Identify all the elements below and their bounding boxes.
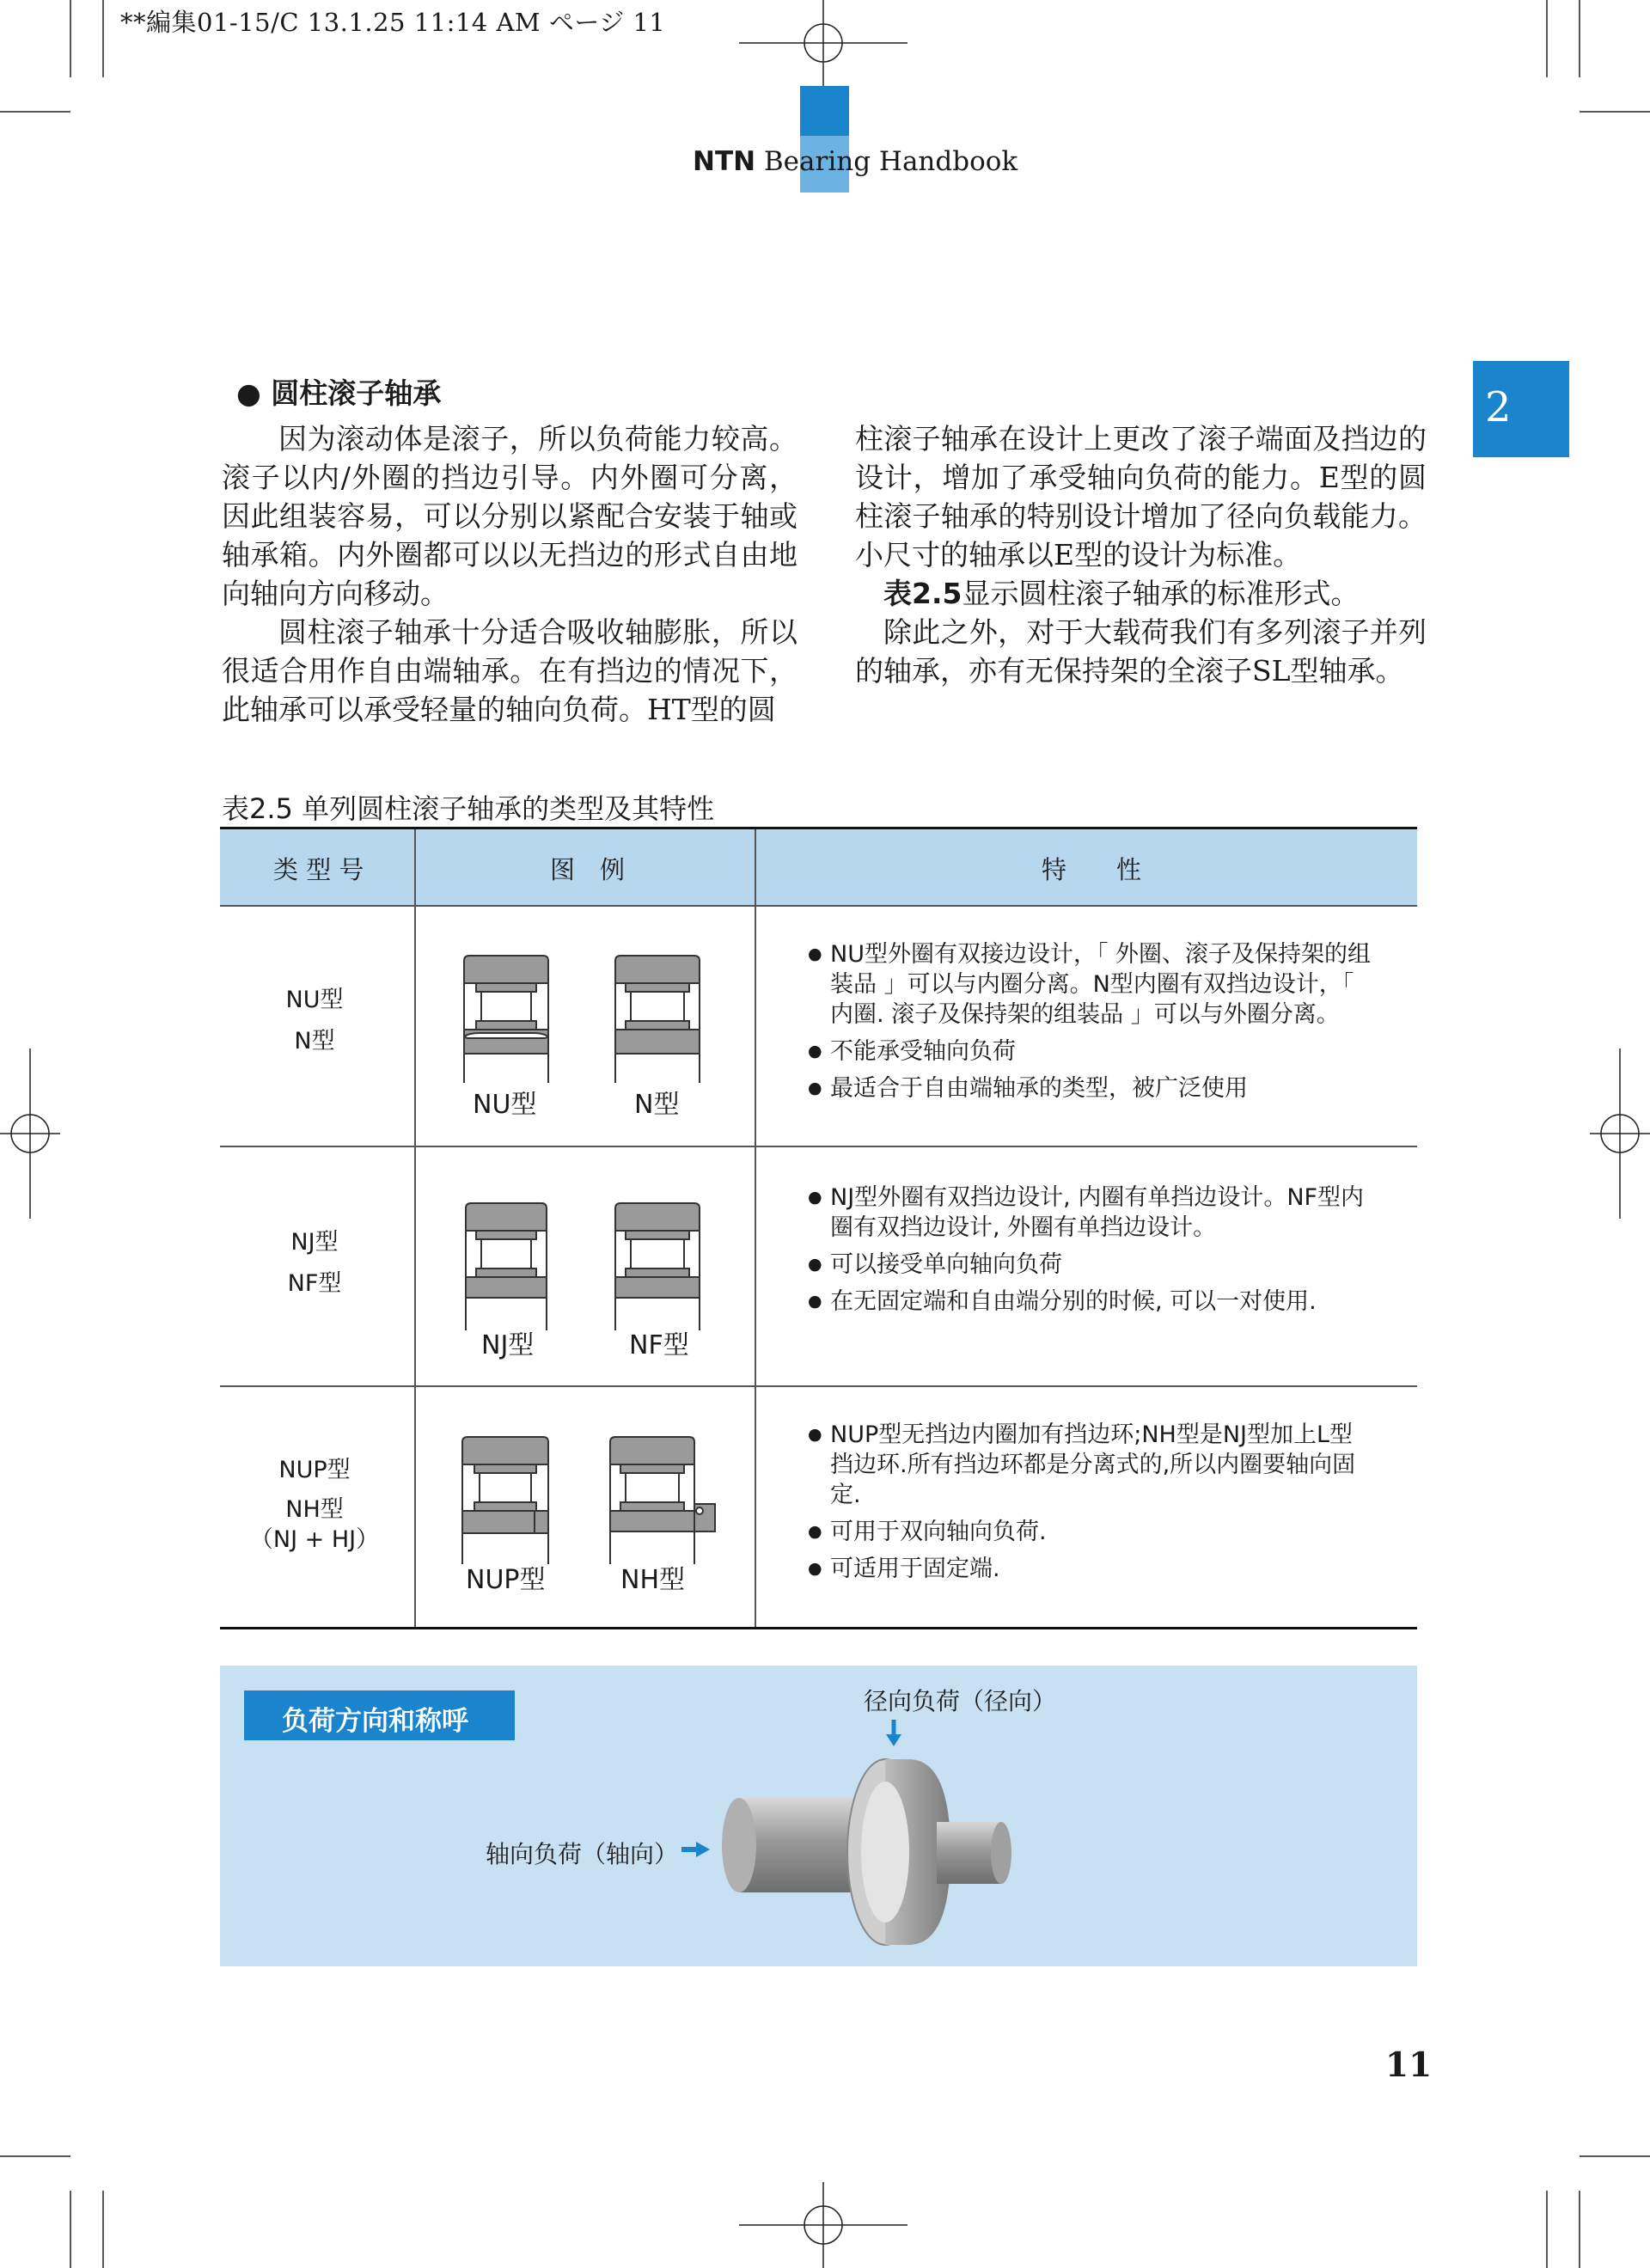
panel-title-text: 负荷方向和称呼: [282, 1706, 468, 1737]
paragraph: 圆柱滚子轴承十分适合吸收轴膨胀，所以很适合用作自由端轴承。在有挡边的情况下，此轴承可以承受轻量的轴向负荷。HT型的圆: [222, 615, 798, 726]
paragraph-text: 显示圆柱滚子轴承的标准形式。: [962, 577, 1360, 610]
page-number: 11: [1385, 2045, 1433, 2085]
list-item: ● NJ型外圈有双挡边设计, 内圈有单挡边设计。NF型内圈有双挡边设计, 外圈有单挡边设计。: [808, 1183, 1375, 1243]
figure-label: N型: [634, 1090, 680, 1120]
type-cell: [222, 980, 407, 1062]
print-slug: **編集01-15/C 13.1.25 11:14 AM ページ 11: [120, 8, 666, 37]
paragraph: 除此之外，对于大载荷我们有多列滚子并列的轴承，亦有无保持架的全滚子SL型轴承。: [855, 615, 1427, 688]
chapter-number: 2: [1485, 383, 1512, 431]
running-header: [693, 146, 1018, 177]
section-heading: ● 圆柱滚子轴承: [236, 376, 442, 410]
chapter-tab: [1473, 361, 1569, 457]
header-brand: NTN: [693, 146, 756, 177]
row-divider: [220, 1385, 1417, 1387]
figure-label: NH型: [620, 1565, 685, 1595]
body-column-left: [222, 419, 798, 729]
table-header-row: [220, 829, 1417, 905]
column-divider: [755, 829, 756, 1629]
type-name: NUP型: [278, 1457, 351, 1483]
list-item: ● 不能承受轴向负荷: [808, 1036, 1375, 1067]
figure-label: NU型: [473, 1090, 537, 1120]
row-divider: [220, 1146, 1417, 1147]
body-column-right: [855, 419, 1427, 690]
list-item: ● 可用于双向轴向负荷.: [808, 1517, 1375, 1547]
paragraph: 柱滚子轴承在设计上更改了滚子端面及挡边的设计，增加了承受轴向负荷的能力。E型的圆柱滚子轴承的特别设计增加了径向负载能力。小尺寸的轴承以E型的设计为标准。: [855, 422, 1427, 572]
list-item: ● NUP型无挡边内圈加有挡边环;NH型是NJ型加上L型挡边环.所有挡边环都是分离式的,所以内圈要轴向固定.: [808, 1420, 1375, 1510]
type-name: NF型: [287, 1270, 342, 1297]
header-figure: 图 例: [550, 855, 626, 884]
characteristics-list: [808, 939, 1375, 1110]
type-cell: [222, 1451, 407, 1553]
type-name: NU型: [285, 987, 344, 1013]
type-name: （NJ + HJ）: [249, 1526, 380, 1553]
header-characteristics: 特 性: [1042, 855, 1142, 884]
list-item: ● 最适合于自由端轴承的类型，被广泛使用: [808, 1073, 1375, 1103]
figure-label: NJ型: [481, 1330, 535, 1360]
table-bottom-rule: [220, 1627, 1417, 1629]
header-type: 类 型 号: [273, 855, 364, 884]
characteristics-list: [808, 1420, 1375, 1591]
panel-title: [244, 1690, 515, 1740]
list-item: ● 可适用于固定端.: [808, 1554, 1375, 1584]
table-title: 表2.5 单列圆柱滚子轴承的类型及其特性: [222, 792, 715, 825]
type-name: NJ型: [290, 1229, 339, 1256]
header-title-text: Bearing Handbook: [755, 146, 1018, 177]
column-divider: [414, 829, 416, 1629]
list-item: ● 在无固定端和自由端分别的时候, 可以一对使用.: [808, 1287, 1375, 1317]
type-name: NH型: [285, 1496, 344, 1523]
list-item: ● NU型外圈有双接边设计，「 外圈、滚子及保持架的组装品 」可以与内圈分离。N型内圈有双挡边设计，「 内圈. 滚子及保持架的组装品 」可以与外圈分离。: [808, 939, 1375, 1030]
radial-load-label: 径向负荷（径向）: [864, 1687, 1057, 1715]
table-reference[interactable]: 表2.5: [883, 577, 962, 610]
bearing-diagram-nu-n: [447, 954, 722, 1100]
axial-load-label: 轴向负荷（轴向）: [486, 1840, 679, 1868]
list-item: ● 可以接受单向轴向负荷: [808, 1250, 1375, 1280]
paragraph: 因为滚动体是滚子，所以负荷能力较高。滚子以内/外圈的挡边引导。内外圈可分离，因此组装容易，可以分别以紧配合安装于轴或轴承箱。内外圈都可以以无挡边的形式自由地向轴向方向移动。: [222, 422, 798, 610]
type-cell: [222, 1222, 407, 1305]
paragraph: [855, 574, 1427, 613]
figure-label: NUP型: [466, 1565, 546, 1595]
row-divider: [220, 905, 1417, 907]
type-name: N型: [294, 1028, 335, 1055]
figure-label: NF型: [629, 1330, 689, 1360]
characteristics-list: [808, 1183, 1375, 1324]
